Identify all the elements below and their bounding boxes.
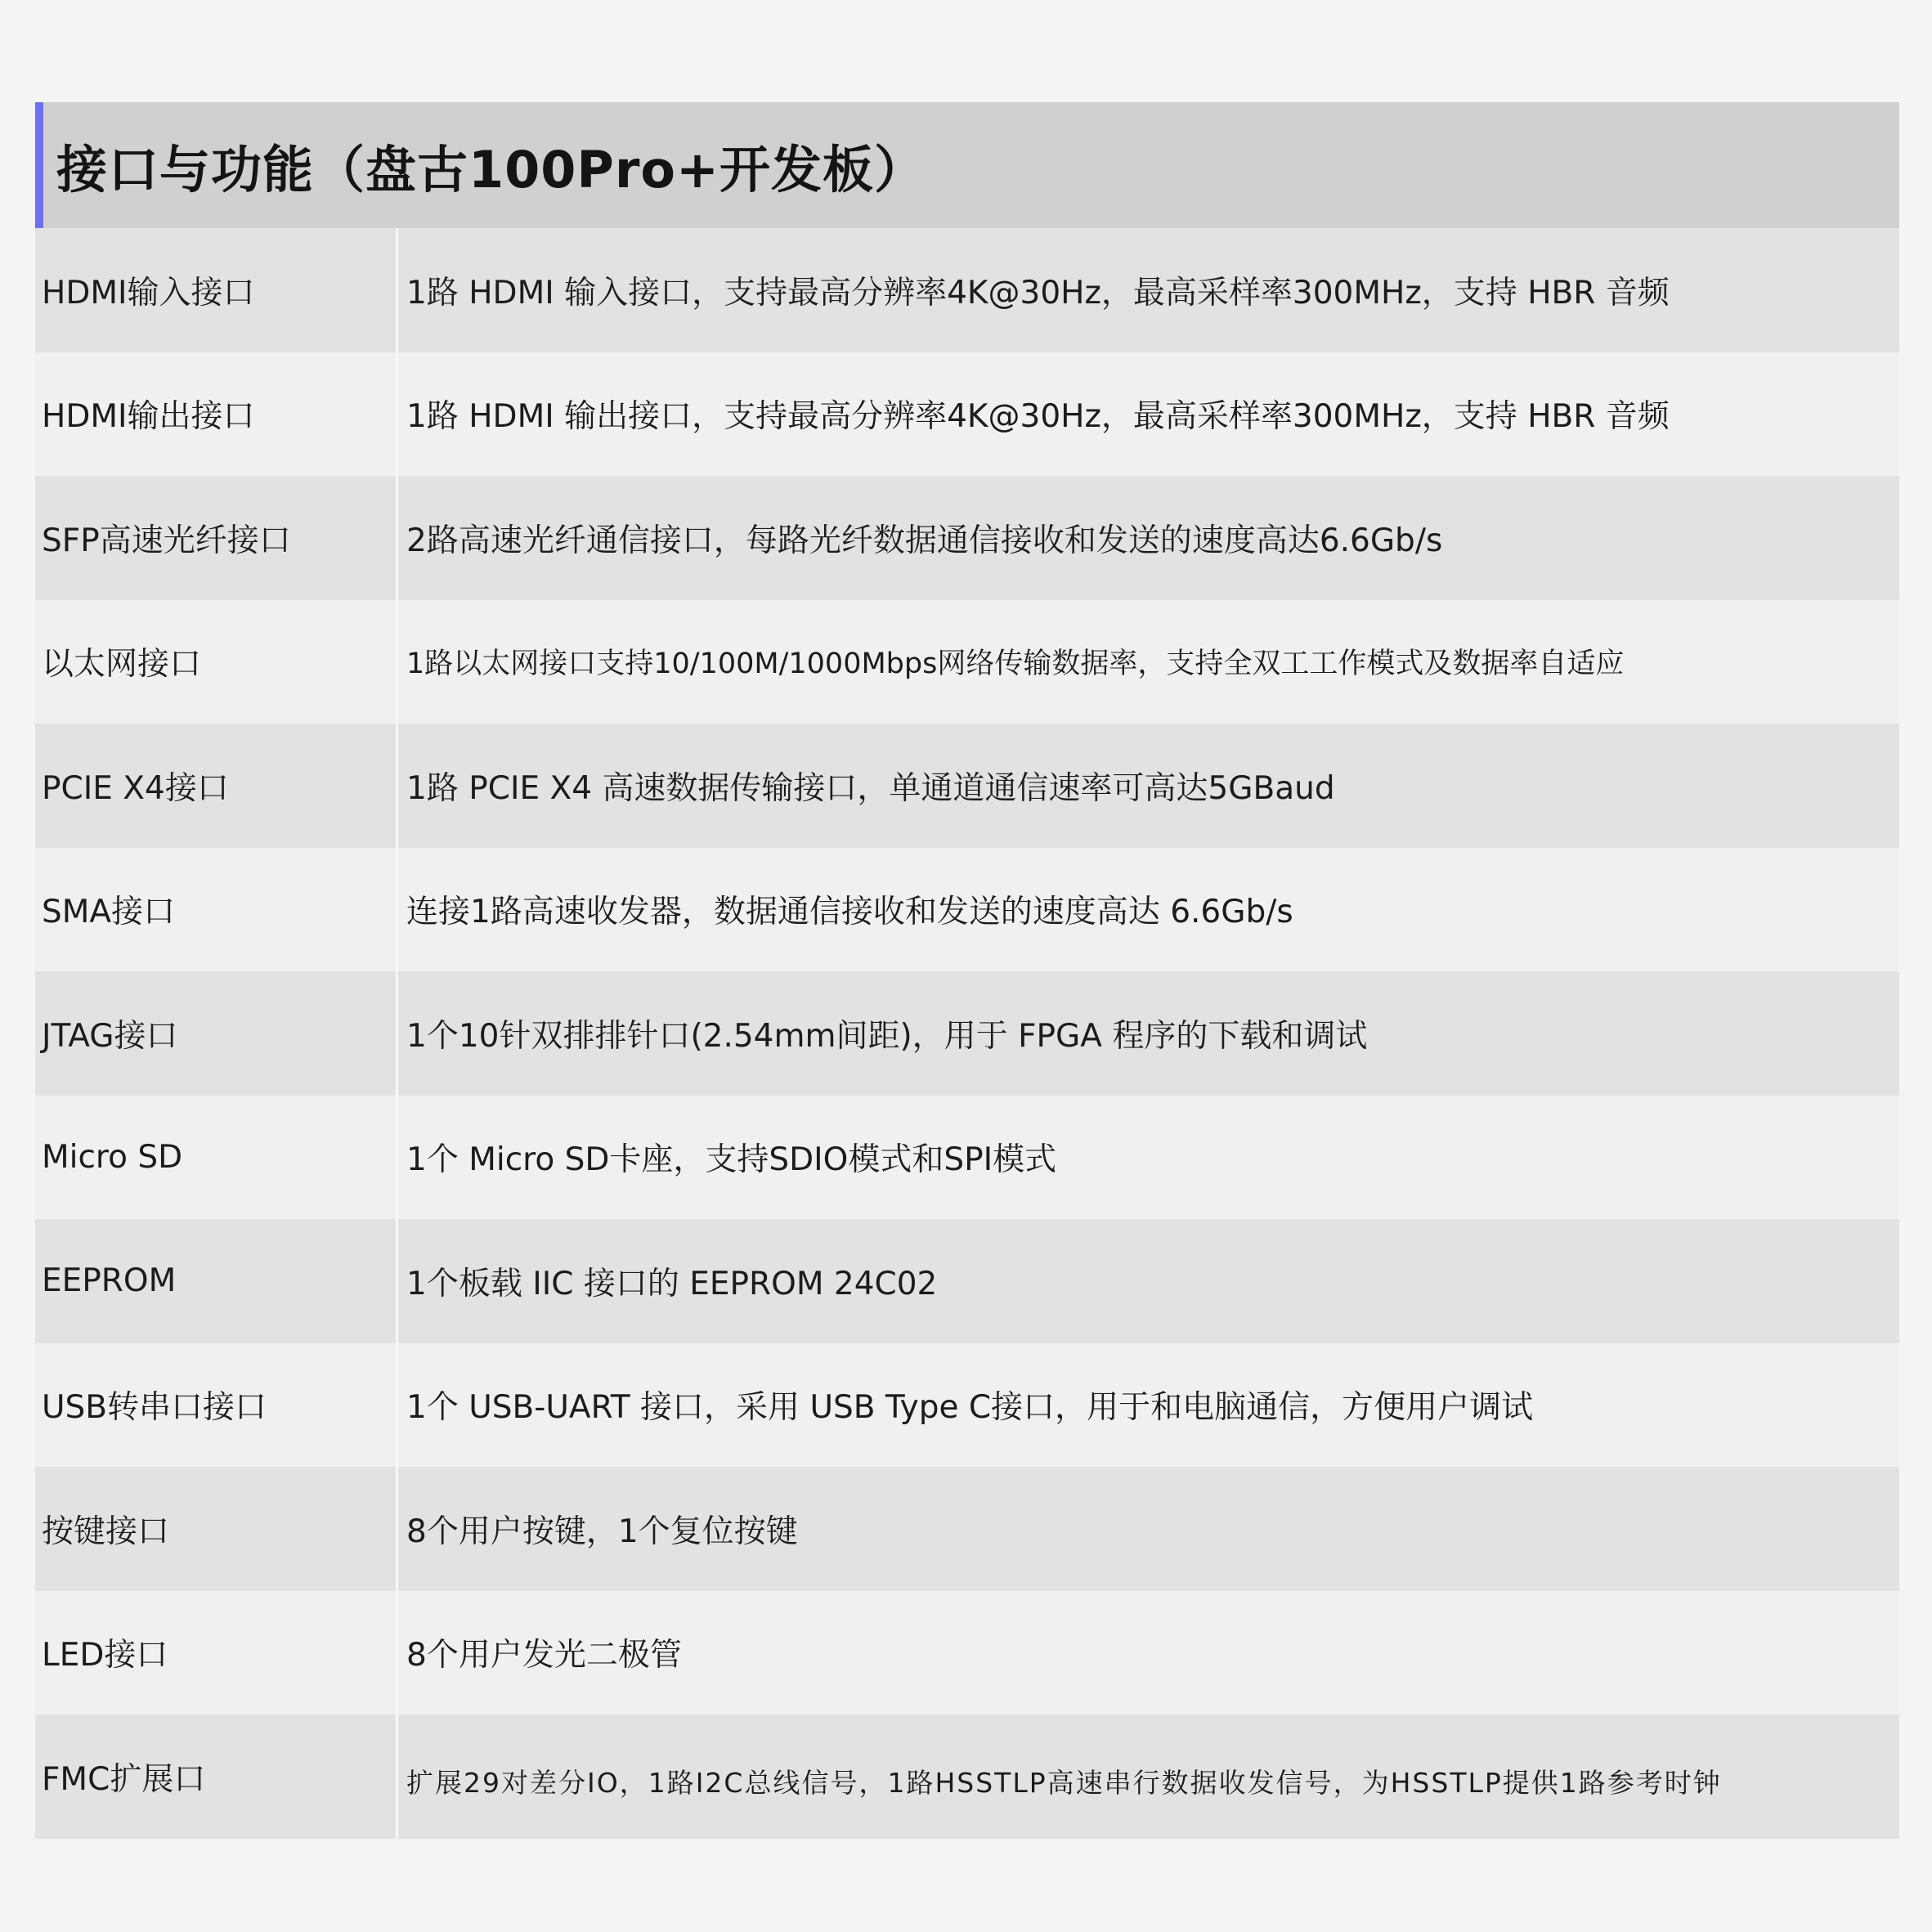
row-desc: 1路 HDMI 输出接口，支持最高分辨率4K@30Hz，最高采样率300MHz，支持 HBR 音频 [406, 398, 1670, 436]
table-row [35, 1467, 1899, 1591]
row-desc: 8个用户按键，1个复位按键 [406, 1513, 798, 1550]
row-desc: 1个10针双排排针口(2.54mm间距)，用于 FPGA 程序的下载和调试 [406, 1017, 1368, 1055]
spec-table [35, 102, 1899, 1839]
row-name: HDMI输出接口 [35, 352, 398, 477]
table-row [35, 1219, 1899, 1343]
table-row [35, 1715, 1899, 1839]
row-name: PCIE X4接口 [35, 724, 398, 848]
table-row [35, 352, 1899, 477]
table-row [35, 848, 1899, 972]
table-row [35, 1343, 1899, 1468]
row-desc: 2路高速光纤通信接口，每路光纤数据通信接收和发送的速度高达6.6Gb/s [406, 522, 1443, 559]
row-desc: 1个板载 IIC 接口的 EEPROM 24C02 [406, 1265, 938, 1302]
row-name: 按键接口 [35, 1467, 398, 1591]
row-desc: 8个用户发光二极管 [406, 1637, 682, 1674]
table-row [35, 724, 1899, 848]
title-accent-bar [35, 102, 43, 228]
row-name: USB转串口接口 [35, 1343, 398, 1468]
row-desc: 1路 HDMI 输入接口，支持最高分辨率4K@30Hz，最高采样率300MHz，支持 HBR 音频 [406, 274, 1670, 312]
row-desc: 1路 PCIE X4 高速数据传输接口，单通道通信速率可高达5GBaud [406, 769, 1335, 807]
row-desc: 1个 USB-UART 接口，采用 USB Type C接口，用于和电脑通信，方便用户调试 [406, 1389, 1534, 1427]
table-row [35, 600, 1899, 724]
row-desc: 1个 Micro SD卡座，支持SDIO模式和SPI模式 [406, 1141, 1057, 1179]
table-row [35, 1096, 1899, 1220]
row-name: JTAG接口 [35, 971, 398, 1096]
page-title: 接口与功能（盘古100Pro+开发板） [56, 139, 926, 199]
table-row [35, 1591, 1899, 1715]
row-name: LED接口 [35, 1591, 398, 1715]
row-desc: 扩展29对差分IO，1路I2C总线信号，1路HSSTLP高速串行数据收发信号，为HSSTLP提供1路参考时钟 [406, 1767, 1722, 1800]
table-row [35, 476, 1899, 600]
row-name: SMA接口 [35, 848, 398, 972]
table-row [35, 971, 1899, 1096]
row-name: EEPROM [35, 1219, 398, 1343]
row-name: 以太网接口 [35, 600, 398, 724]
row-name: SFP高速光纤接口 [35, 476, 398, 600]
row-desc: 连接1路高速收发器，数据通信接收和发送的速度高达 6.6Gb/s [406, 894, 1293, 931]
row-name: FMC扩展口 [35, 1715, 398, 1839]
spec-rows [35, 228, 1899, 1839]
table-row [35, 228, 1899, 352]
title-bar [35, 102, 1899, 228]
row-desc: 1路以太网接口支持10/100M/1000Mbps网络传输数据率，支持全双工工作模式及数据率自适应 [406, 648, 1625, 681]
row-name: HDMI输入接口 [35, 228, 398, 352]
row-name: Micro SD [35, 1096, 398, 1220]
